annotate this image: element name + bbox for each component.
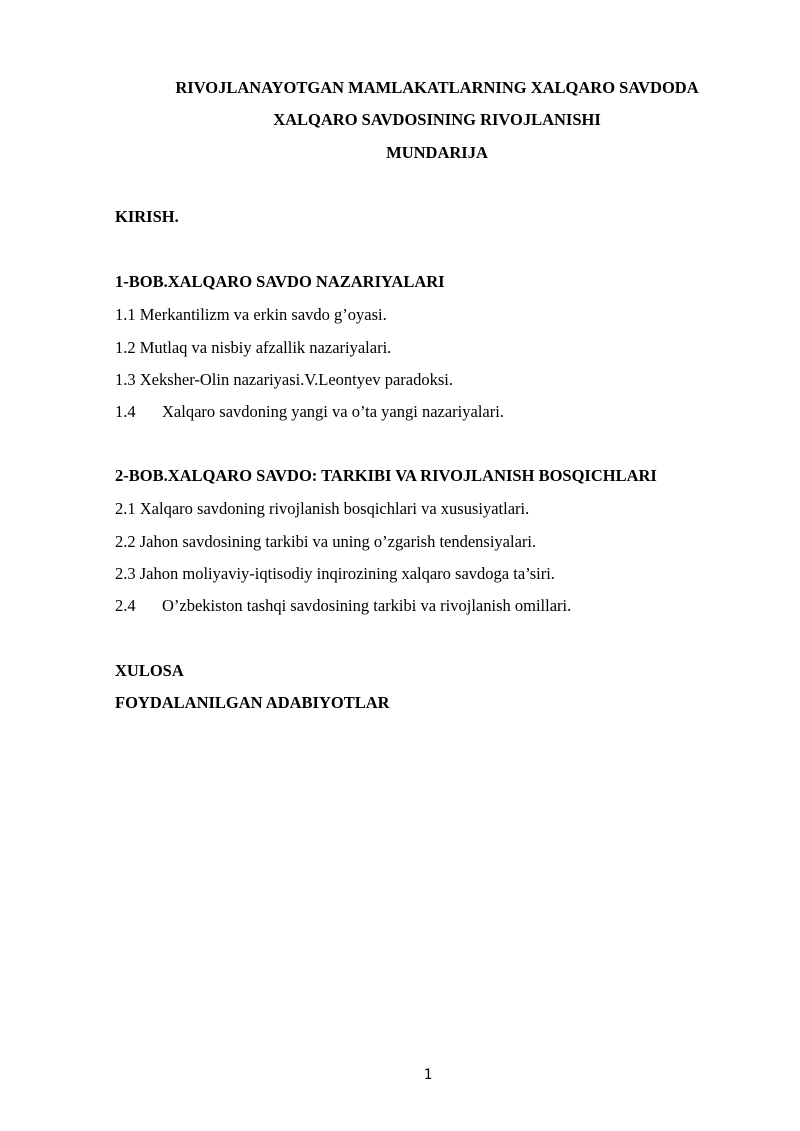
page-number: 1: [423, 1067, 433, 1083]
toc-item-1-3: 1.3 Xeksher-Olin nazariyasi.V.Leontyev paradoksi.: [115, 370, 453, 389]
title-line-3: MUNDARIJA: [386, 143, 488, 162]
toc-item-2-1: 2.1 Xalqaro savdoning rivojlanish bosqichlari va xususiyatlari.: [115, 499, 530, 518]
toc-item-2-3: 2.3 Jahon moliyaviy-iqtisodiy inqirozining xalqaro savdoga ta’siri.: [115, 564, 555, 583]
title-line-2: XALQARO SAVDOSINING RIVOJLANISHI: [273, 110, 601, 129]
title-line-1: RIVOJLANAYOTGAN MAMLAKATLARNING XALQARO SAVDODA: [175, 78, 699, 97]
toc-item-2-4-number: 2.4: [115, 596, 136, 615]
toc-references: FOYDALANILGAN ADABIYOTLAR: [115, 693, 390, 712]
toc-item-2-4: [115, 596, 571, 616]
toc-item-1-2: 1.2 Mutlaq va nisbiy afzallik nazariyalari.: [115, 338, 392, 357]
toc-item-2-2: 2.2 Jahon savdosining tarkibi va uning o’zgarish tendensiyalari.: [115, 532, 537, 551]
toc-item-1-4: [115, 402, 504, 422]
toc-item-1-1: 1.1 Merkantilizm va erkin savdo g’oyasi.: [115, 305, 387, 324]
toc-item-2-4-text: O’zbekiston tashqi savdosining tarkibi va rivojlanish omillari.: [162, 596, 572, 615]
toc-chapter-1-heading: 1-BOB.XALQARO SAVDO NAZARIYALARI: [115, 272, 445, 291]
toc-intro: KIRISH.: [115, 207, 179, 226]
toc-conclusion: XULOSA: [115, 661, 184, 680]
toc-chapter-2-heading: 2-BOB.XALQARO SAVDO: TARKIBI VA RIVOJLANISH BOSQICHLARI: [115, 466, 657, 485]
toc-item-1-4-text: Xalqaro savdoning yangi va o’ta yangi nazariyalari.: [162, 402, 504, 421]
toc-item-1-4-number: 1.4: [115, 402, 136, 421]
